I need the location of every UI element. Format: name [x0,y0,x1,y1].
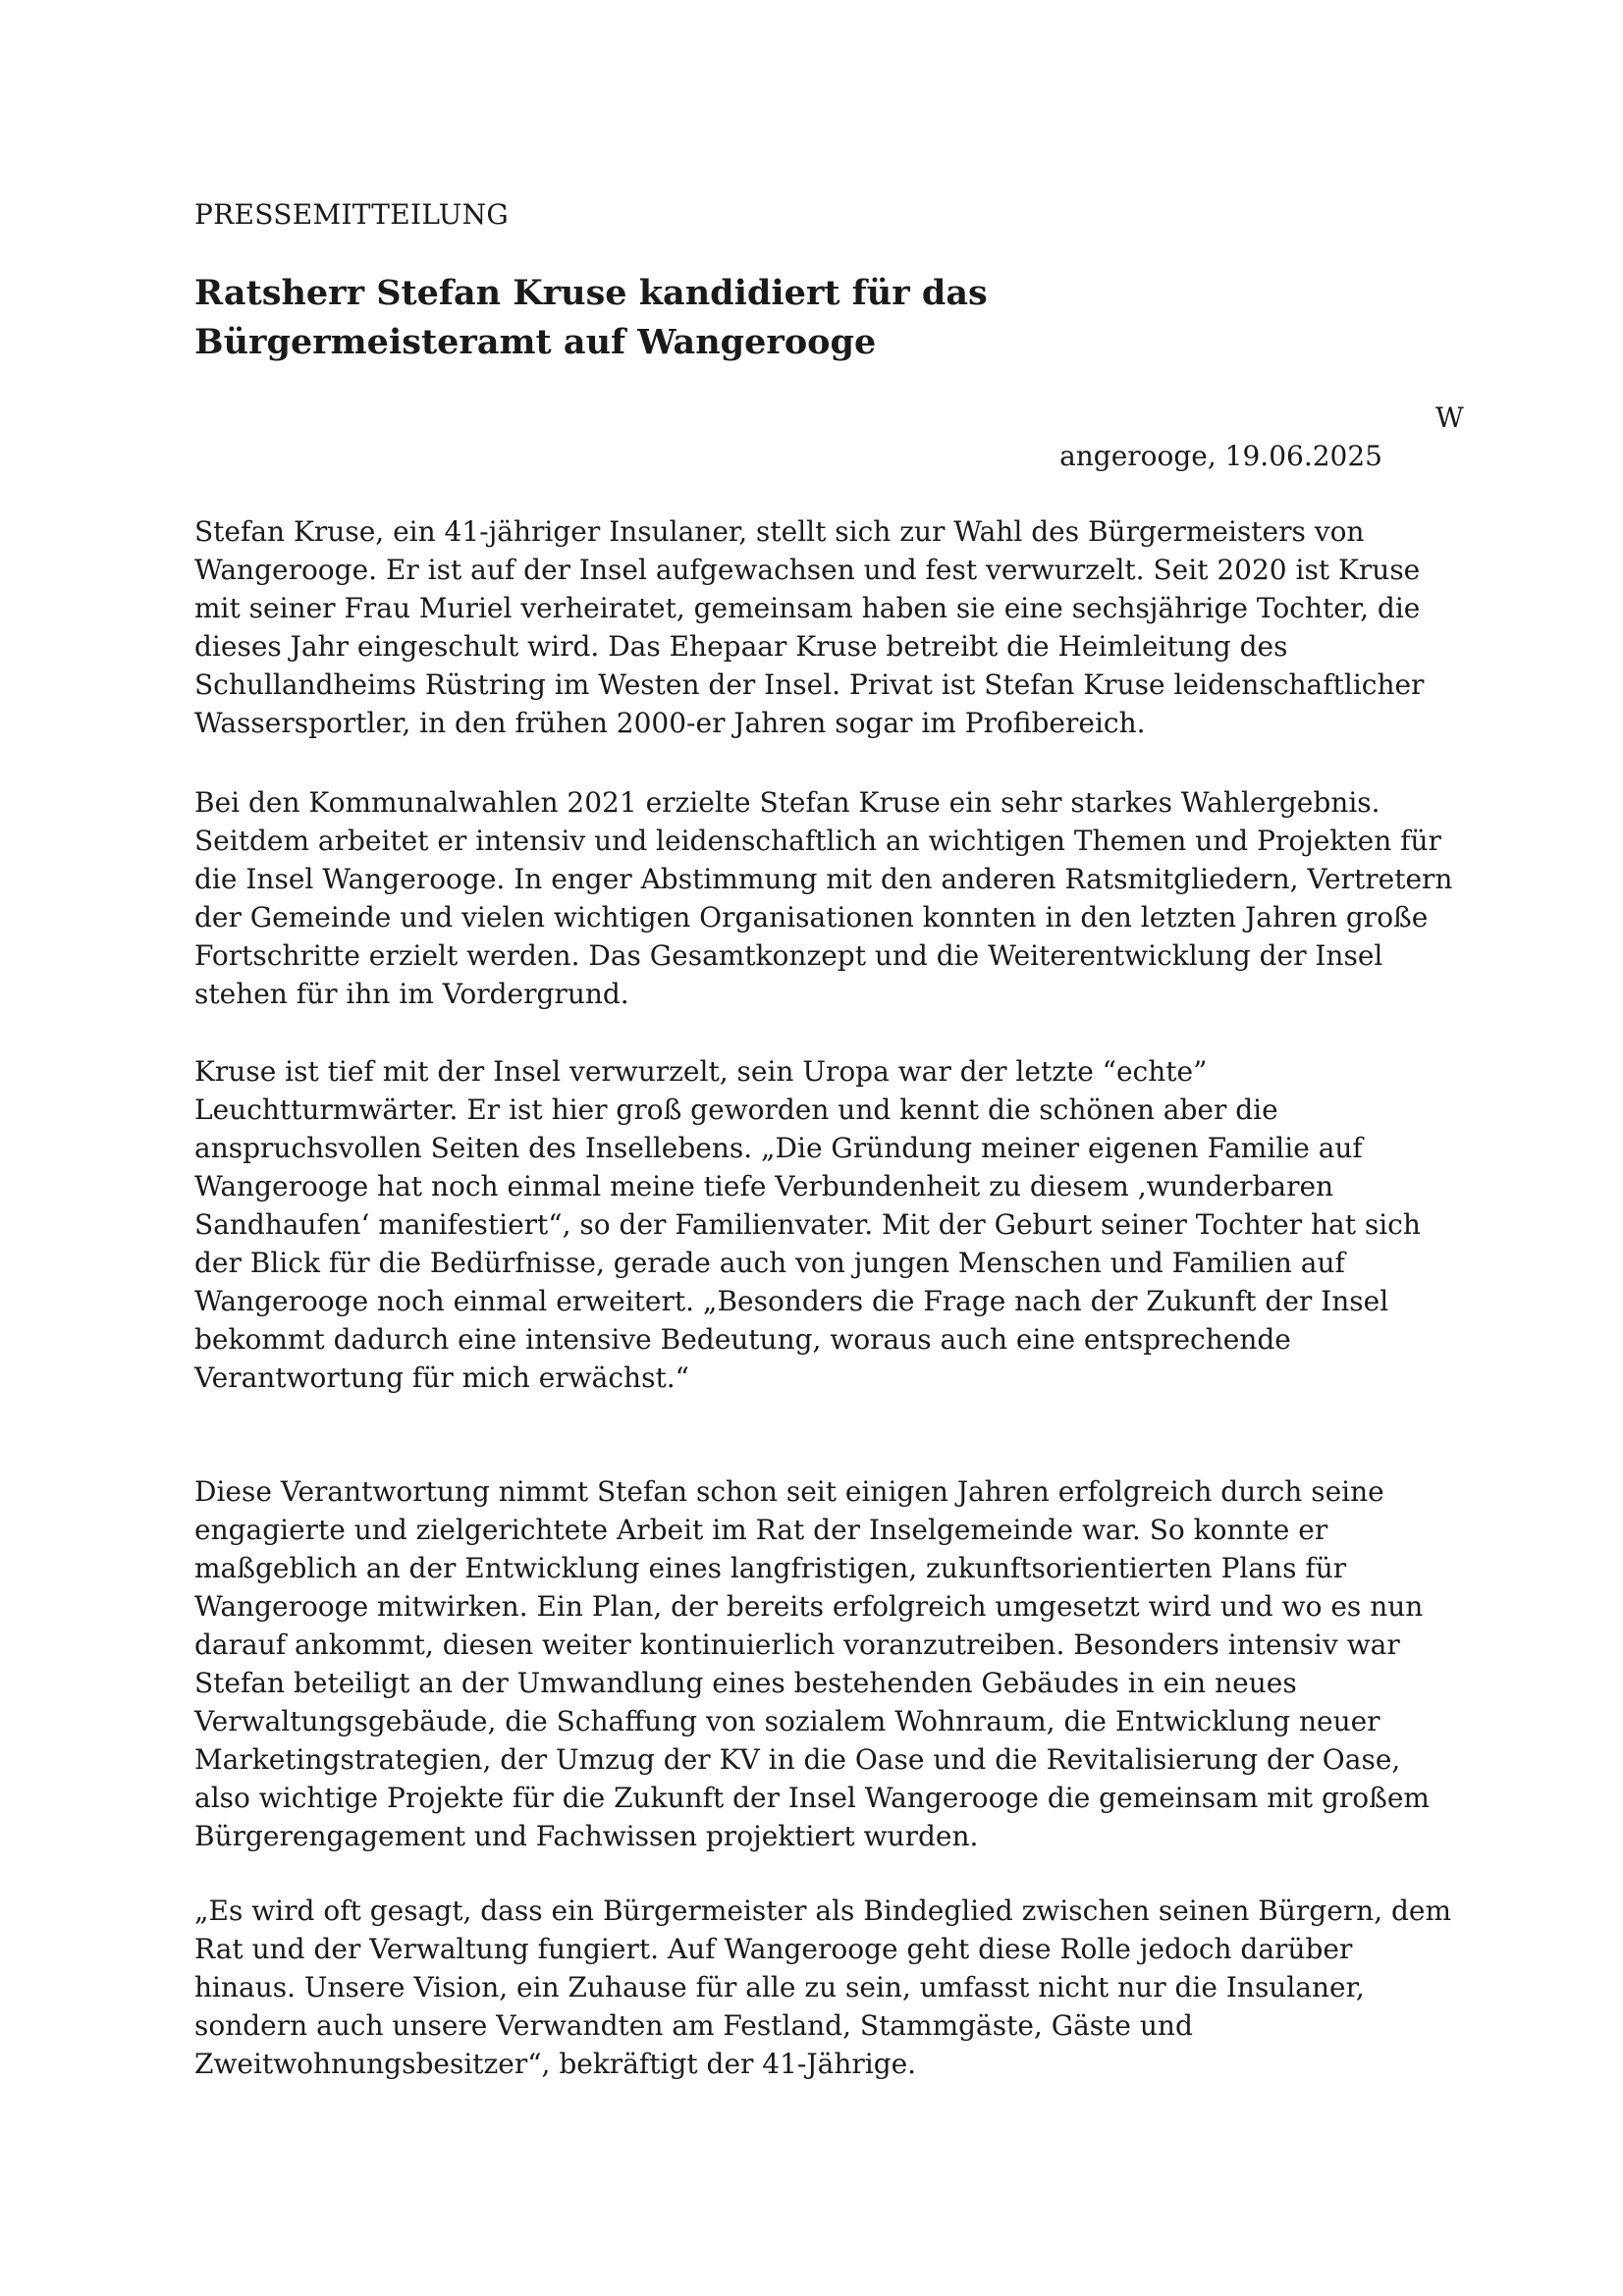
headline: Ratsherr Stefan Kruse kandidiert für das Bürgermeisteramt auf Wangerooge [194,273,988,362]
paragraph-5: „Es wird oft gesagt, dass ein Bürgermeister als Bindeglied zwischen seinen Bürgern, dem Rat und der Verwaltung fungiert. Auf Wangerooge geht diese Rolle jedoch darüber hinaus. Unsere Vision, ein Zuhause für alle zu sein, umfasst nicht nur die Insulaner, sondern auch unsere Verwandten am Festland, Stammgäste, Gäste und Zweitwohnungsbesitzer“, bekräftigt der 41-Jährige. [194,1895,1452,2080]
dateline-initial: W [1435,401,1464,434]
paragraph-1: Stefan Kruse, ein 41-jähriger Insulaner, stellt sich zur Wahl des Bürgermeisters von Wangerooge. Er ist auf der Insel aufgewachsen und fest verwurzelt. Seit 2020 ist Kruse mit seiner Frau Muriel verheiratet, gemeinsam haben sie eine sechsjährige Tochter, die dieses Jahr eingeschult wird. Das Ehepaar Kruse betreibt die Heimleitung des Schullandheims Rüstring im Westen der Insel. Privat ist Stefan Kruse leidenschaftlicher Wassersportler, in den frühen 2000-er Jahren sogar im Profibereich. [194,515,1425,739]
paragraph-3: Kruse ist tief mit der Insel verwurzelt, sein Uropa war der letzte “echte” Leuchtturmwärter. Er ist hier groß geworden und kennt die schönen aber die anspruchsvollen Seiten des Insellebens. „Die Gründung meiner eigenen Familie auf Wangerooge hat noch einmal meine tiefe Verbundenheit zu diesem ‚wunderbaren Sandhaufen‘ manifestiert“, so der Familienvater. Mit der Geburt seiner Tochter hat sich der Blick für die Bedürfnisse, gerade auch von jungen Menschen und Familien auf Wangerooge noch einmal erweitert. „Besonders die Frage nach der Zukunft der Insel bekommt dadurch eine intensive Bedeutung, woraus auch eine entsprechende Verantwortung für mich erwächst.“ [194,1055,1421,1394]
dateline: angerooge, 19.06.2025 [1059,440,1382,472]
document-label: PRESSEMITTEILUNG [194,198,510,231]
paragraph-2: Bei den Kommunalwahlen 2021 erzielte Stefan Kruse ein sehr starkes Wahlergebnis. Seitdem arbeitet er intensiv und leidenschaftlich an wichtigen Themen und Projekten für die Insel Wangerooge. In enger Abstimmung mit den anderen Ratsmitgliedern, Vertretern der Gemeinde und vielen wichtigen Organisationen konnten in den letzten Jahren große Fortschritte erzielt werden. Das Gesamtkonzept und die Weiterentwicklung der Insel stehen für ihn im Vordergrund. [194,786,1453,1010]
paragraph-4: Diese Verantwortung nimmt Stefan schon seit einigen Jahren erfolgreich durch seine engagierte und zielgerichtete Arbeit im Rat der Inselgemeinde war. So konnte er maßgeblich an der Entwicklung eines langfristigen, zukunftsorientierten Plans für Wangerooge mitwirken. Ein Plan, der bereits erfolgreich umgesetzt wird und wo es nun darauf ankommt, diesen weiter kontinuierlich voranzutreiben. Besonders intensiv war Stefan beteiligt an der Umwandlung eines bestehenden Gebäudes in ein neues Verwaltungsgebäude, die Schaffung von sozialem Wohnraum, die Entwicklung neuer Marketingstrategien, der Umzug der KV in die Oase und die Revitalisierung der Oase, also wichtige Projekte für die Zukunft der Insel Wangerooge die gemeinsam mit großem Bürgerengagement und Fachwissen projektiert wurden. [194,1475,1430,1852]
